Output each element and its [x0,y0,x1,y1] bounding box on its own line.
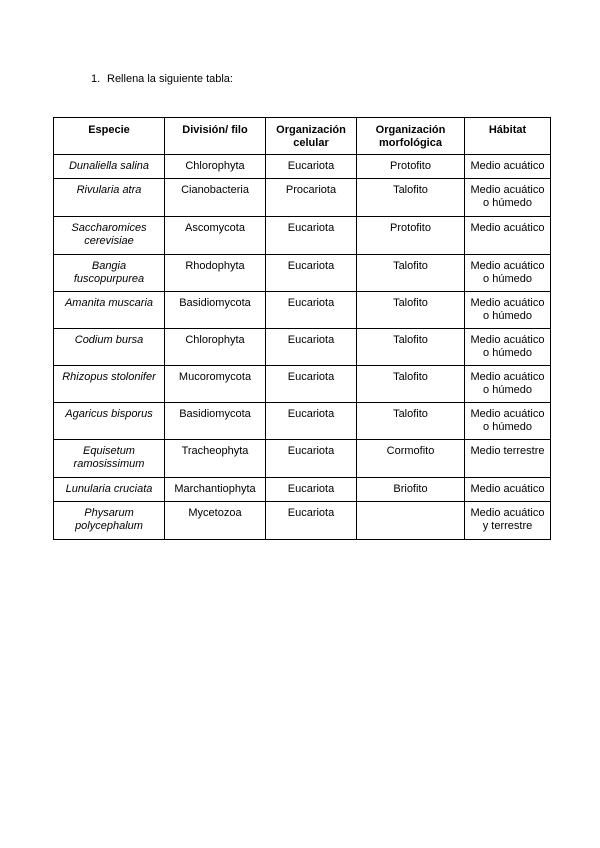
cell-org-celular: Eucariota [266,155,357,179]
cell-org-morfologica: Talofito [357,403,465,440]
table-row [54,155,551,179]
instruction-line [91,72,233,86]
cell-org-morfologica: Talofito [357,329,465,366]
table-row [54,502,551,540]
table-row [54,329,551,366]
cell-org-celular: Eucariota [266,440,357,478]
table-row [54,217,551,255]
header-org-celular: Organización celular [266,118,357,155]
table-row [54,403,551,440]
cell-habitat: Medio acuático o húmedo [465,179,551,217]
header-habitat: Hábitat [465,118,551,155]
cell-especie: Codium bursa [54,329,165,366]
cell-division: Marchantiophyta [165,478,266,502]
cell-especie: Amanita muscaria [54,292,165,329]
cell-org-celular: Eucariota [266,366,357,403]
cell-org-celular: Eucariota [266,329,357,366]
cell-org-morfologica: Talofito [357,366,465,403]
cell-habitat: Medio acuático o húmedo [465,366,551,403]
cell-org-morfologica: Talofito [357,179,465,217]
cell-org-morfologica: Cormofito [357,440,465,478]
cell-habitat: Medio acuático [465,217,551,255]
cell-org-morfologica: Talofito [357,292,465,329]
cell-org-celular: Procariota [266,179,357,217]
cell-habitat: Medio terrestre [465,440,551,478]
cell-especie: Saccharomices cerevisiae [54,217,165,255]
table-row [54,255,551,292]
table-row [54,292,551,329]
cell-especie: Dunaliella salina [54,155,165,179]
cell-org-celular: Eucariota [266,478,357,502]
cell-division: Mucoromycota [165,366,266,403]
cell-habitat: Medio acuático y terrestre [465,502,551,540]
cell-org-celular: Eucariota [266,217,357,255]
cell-especie: Agaricus bisporus [54,403,165,440]
instruction-text: Rellena la siguiente tabla: [107,73,233,85]
cell-especie: Rhizopus stolonifer [54,366,165,403]
cell-org-celular: Eucariota [266,403,357,440]
species-table [53,117,551,540]
cell-especie: Bangia fuscopurpurea [54,255,165,292]
table-row [54,440,551,478]
cell-division: Cianobacteria [165,179,266,217]
cell-especie: Rivularia atra [54,179,165,217]
cell-org-morfologica: Protofito [357,217,465,255]
cell-org-celular: Eucariota [266,502,357,540]
cell-especie: Physarum polycephalum [54,502,165,540]
cell-org-celular: Eucariota [266,292,357,329]
table-row [54,366,551,403]
cell-division: Tracheophyta [165,440,266,478]
cell-division: Chlorophyta [165,329,266,366]
header-org-morfologica: Organización morfológica [357,118,465,155]
cell-habitat: Medio acuático o húmedo [465,292,551,329]
cell-division: Ascomycota [165,217,266,255]
cell-habitat: Medio acuático o húmedo [465,403,551,440]
header-row [54,118,551,155]
cell-division: Basidiomycota [165,403,266,440]
table-row [54,478,551,502]
cell-division: Rhodophyta [165,255,266,292]
cell-especie: Equisetum ramosissimum [54,440,165,478]
cell-especie: Lunularia cruciata [54,478,165,502]
cell-division: Mycetozoa [165,502,266,540]
cell-habitat: Medio acuático [465,155,551,179]
table-row [54,179,551,217]
cell-division: Basidiomycota [165,292,266,329]
cell-org-morfologica: Briofito [357,478,465,502]
instruction-number: 1. [91,73,101,85]
cell-org-morfologica [357,502,465,540]
cell-habitat: Medio acuático o húmedo [465,255,551,292]
cell-org-celular: Eucariota [266,255,357,292]
cell-division: Chlorophyta [165,155,266,179]
header-division: División/ filo [165,118,266,155]
cell-org-morfologica: Talofito [357,255,465,292]
header-especie: Especie [54,118,165,155]
cell-habitat: Medio acuático o húmedo [465,329,551,366]
cell-habitat: Medio acuático [465,478,551,502]
cell-org-morfologica: Protofito [357,155,465,179]
